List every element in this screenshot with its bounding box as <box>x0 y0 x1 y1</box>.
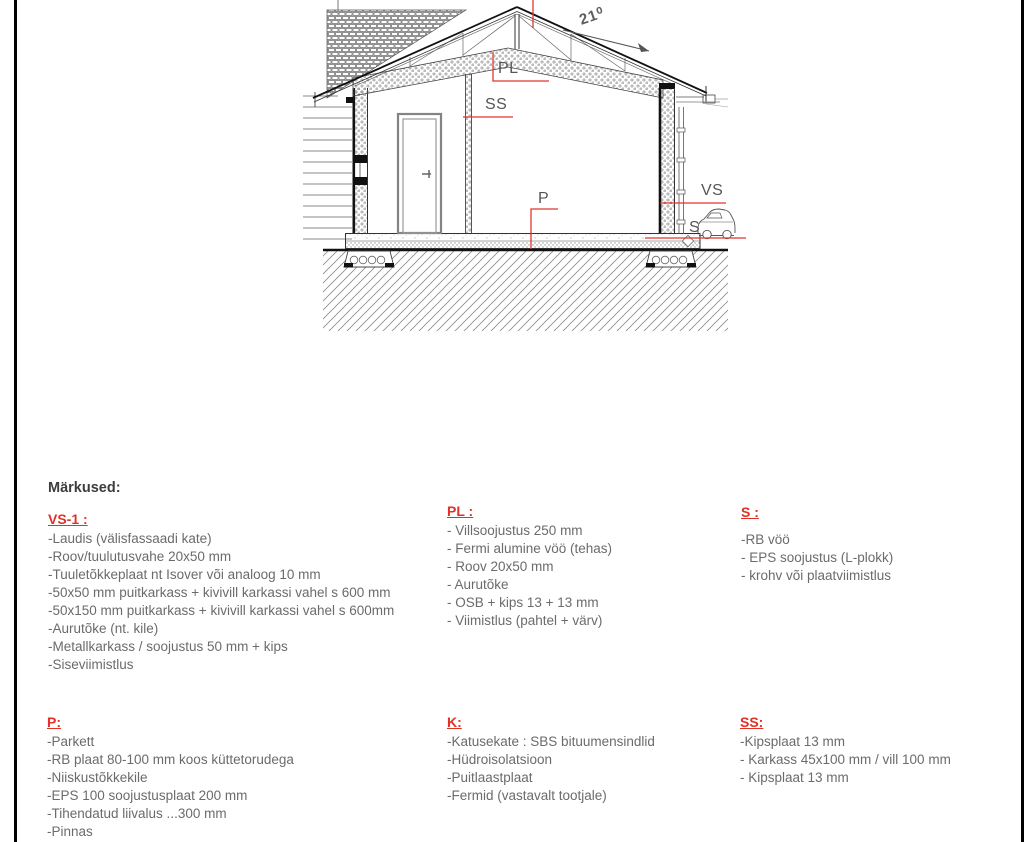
note-heading-s: S : <box>741 504 759 520</box>
note-line: -Puitlaastplaat <box>447 770 533 785</box>
note-line: - Fermi alumine vöö (tehas) <box>447 541 613 556</box>
note-line: - EPS soojustus (L-plokk) <box>741 550 894 565</box>
note-line: -50x150 mm puitkarkass + kivivill karkassi vahel s 600mm <box>48 603 395 618</box>
leader-lines <box>463 0 746 249</box>
note-line: - OSB + kips 13 + 13 mm <box>447 595 599 610</box>
note-line: - Viimistlus (pahtel + värv) <box>447 613 603 628</box>
note-line: -Niiskustõkkekile <box>47 770 148 785</box>
note-line: -Fermid (vastavalt tootjale) <box>447 788 607 803</box>
note-heading-k: K: <box>447 714 462 730</box>
note-line: -Tihendatud liivalus ...300 mm <box>47 806 227 821</box>
partition-wall-ss <box>466 74 472 233</box>
foundation-footing-left <box>344 251 394 268</box>
callout-ss: SS <box>485 96 508 113</box>
foundation-footing-right <box>646 251 696 268</box>
section-drawing-svg <box>300 0 770 340</box>
note-line: -EPS 100 soojustusplaat 200 mm <box>47 788 248 803</box>
page-border-right <box>1021 0 1024 842</box>
note-line: -Katusekate : SBS bituumensindlid <box>447 734 655 749</box>
note-line: -RB plaat 80-100 mm koos küttetorudega <box>47 752 294 767</box>
note-line: -Parkett <box>47 734 95 749</box>
note-line: - krohv või plaatviimistlus <box>741 568 892 583</box>
note-section-pl <box>447 503 612 630</box>
note-line: -Metallkarkass / soojustus 50 mm + kips <box>48 639 288 654</box>
note-line: -Hüdroisolatsioon <box>447 752 553 767</box>
note-section-k <box>447 714 655 805</box>
right-wall-section <box>659 83 675 233</box>
floor-slab <box>345 233 700 249</box>
left-wall-section <box>346 88 368 233</box>
note-line: -Laudis (välisfassaadi kate) <box>48 531 212 546</box>
downpipe <box>677 107 685 234</box>
note-line: -Aurutõke (nt. kile) <box>48 621 159 636</box>
interior-door <box>398 114 441 233</box>
building-section-drawing <box>300 0 770 340</box>
callout-s: S <box>689 219 701 236</box>
note-line: -Tuuletõkkeplaat nt Isover või analoog 10 mm <box>48 567 321 582</box>
siding-elevation <box>303 92 352 239</box>
note-line: - Kipsplaat 13 mm <box>740 770 849 785</box>
note-line: -Roov/tuulutusvahe 20x50 mm <box>48 549 232 564</box>
roof-slope-label: 21⁰ <box>577 4 607 29</box>
page-border-left <box>14 0 17 842</box>
note-line: - Roov 20x50 mm <box>447 559 554 574</box>
note-section-vs1 <box>48 511 394 674</box>
note-line: -50x50 mm puitkarkass + kivivill karkassi vahel s 600 mm <box>48 585 391 600</box>
callout-p: P <box>538 190 550 207</box>
note-line: - Villsoojustus 250 mm <box>447 523 583 538</box>
note-line: -Kipsplaat 13 mm <box>740 734 846 749</box>
note-section-p <box>47 714 294 841</box>
note-line: -RB vöö <box>741 532 790 547</box>
note-heading-ss: SS: <box>740 714 764 730</box>
note-line: - Aurutõke <box>447 577 509 592</box>
note-heading-p: P: <box>47 714 61 730</box>
slope-arrow <box>563 30 649 52</box>
note-heading-vs1: VS-1 : <box>48 511 88 527</box>
note-section-ss <box>740 714 951 787</box>
note-line: -Pinnas <box>47 824 93 839</box>
callout-vs: VS <box>701 182 724 199</box>
note-section-s <box>741 504 893 585</box>
notes-title: Märkused: <box>48 480 121 496</box>
car-symbol <box>698 209 735 239</box>
note-line: - Karkass 45x100 mm / vill 100 mm <box>740 752 951 767</box>
note-heading-pl: PL : <box>447 503 474 519</box>
note-line: -Siseviimistlus <box>48 657 134 672</box>
callout-pl: PL <box>498 60 519 77</box>
eaves-gutter <box>676 86 728 107</box>
